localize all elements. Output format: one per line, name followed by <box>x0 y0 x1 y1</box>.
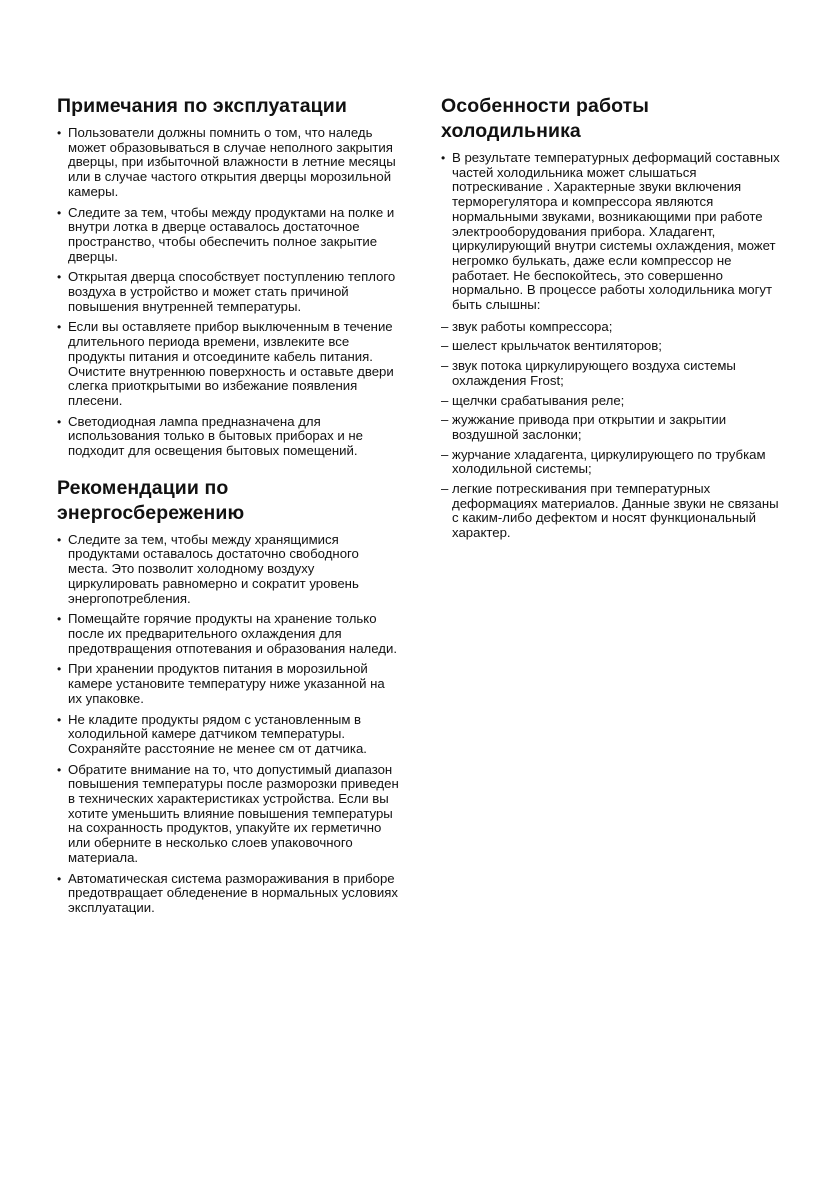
list-item: • Открытая дверца способствует поступлению теплого воздуха в устройство и может стать причиной повышения внутренней температуры. <box>57 270 402 314</box>
list-item: – журчание хладагента, циркулирующего по трубкам холодильной системы; <box>441 448 786 477</box>
list-item: – легкие потрескивания при температурных деформациях материалов. Данные звуки не связаны с каким-либо дефектом и носят функциональный характер. <box>441 482 786 541</box>
list-item: • При хранении продуктов питания в морозильной камере установите температуру ниже указанной на их упаковке. <box>57 662 402 706</box>
list-item: • Пользователи должны помнить о том, что наледь может образовываться в случае неполного закрытия дверцы, при избыточной влажности в летние месяцы или в случае частого открытия дверцы морозильной камеры. <box>57 126 402 200</box>
list-item: • Помещайте горячие продукты на хранение только после их предварительного охлаждения для предотвращения отпотевания и образования наледи. <box>57 612 402 656</box>
list-item: – шелест крыльчаток вентиляторов; <box>441 339 786 354</box>
left-column <box>57 94 402 922</box>
operation-notes-section <box>57 94 402 459</box>
energy-saving-list <box>57 533 402 916</box>
list-item: • Если вы оставляете прибор выключенным в течение длительного периода времени, извлеките все продукты питания и отсоедините кабель питания. Очистите внутреннюю поверхность и оставьте двери слегка приоткрытыми во избежание появления плесени. <box>57 320 402 408</box>
fridge-features-title: Особенности работы холодильника <box>441 95 650 142</box>
list-item: – звук работы компрессора; <box>441 320 786 335</box>
fridge-features-section <box>441 94 786 541</box>
list-item: – звук потока циркулирующего воздуха системы охлаждения Frost; <box>441 359 786 388</box>
operation-notes-title: Примечания по эксплуатации <box>57 95 347 117</box>
list-item: • Светодиодная лампа предназначена для использования только в бытовых приборах и не подходит для освещения бытовых помещений. <box>57 415 402 459</box>
list-item: • Обратите внимание на то, что допустимый диапазон повышения температуры после разморозки приведен в технических характеристиках устройства. Если вы хотите уменьшить влияние повышения температуры на сохранность продуктов, упакуйте их герметично или оберните в несколько слоев упаковочного материала. <box>57 763 402 866</box>
list-item: • Автоматическая система размораживания в приборе предотвращает обледенение в нормальных условиях эксплуатации. <box>57 872 402 916</box>
energy-saving-title: Рекомендации по энергосбережению <box>57 476 245 524</box>
list-item: • Не кладите продукты рядом с установленным в холодильной камере датчиком температуры. Сохраняйте расстояние не менее см от датчика. <box>57 713 402 757</box>
list-item: • В результате температурных деформаций составных частей холодильника может слышаться потрескивание . Характерные звуки включения терморегулятора и компрессора являются нормальными звуками, возникающими при работе электрооборудования прибора. Хладагент, циркулирующий внутри системы охлаждения, может негромко булькать, даже если компрессор не работает. Не беспокойтесь, это совершенно нормально. В процессе работы холодильника могут быть слышны: <box>441 151 786 313</box>
list-item: – жужжание привода при открытии и закрытии воздушной заслонки; <box>441 413 786 442</box>
fridge-features-intro-list <box>441 151 786 313</box>
list-item: • Следите за тем, чтобы между продуктами на полке и внутри лотка в дверце оставалось достаточное пространство, чтобы обеспечить полное закрытие дверцы. <box>57 206 402 265</box>
sounds-list <box>441 320 786 541</box>
list-item: • Следите за тем, чтобы между хранящимися продуктами оставалось достаточно свободного места. Это позволит холодному воздуху циркулировать равномерно и сократит уровень энергопотребления. <box>57 533 402 607</box>
operation-notes-list <box>57 126 402 459</box>
right-column <box>441 94 786 546</box>
list-item: – щелчки срабатывания реле; <box>441 394 786 409</box>
energy-saving-section <box>57 476 402 916</box>
